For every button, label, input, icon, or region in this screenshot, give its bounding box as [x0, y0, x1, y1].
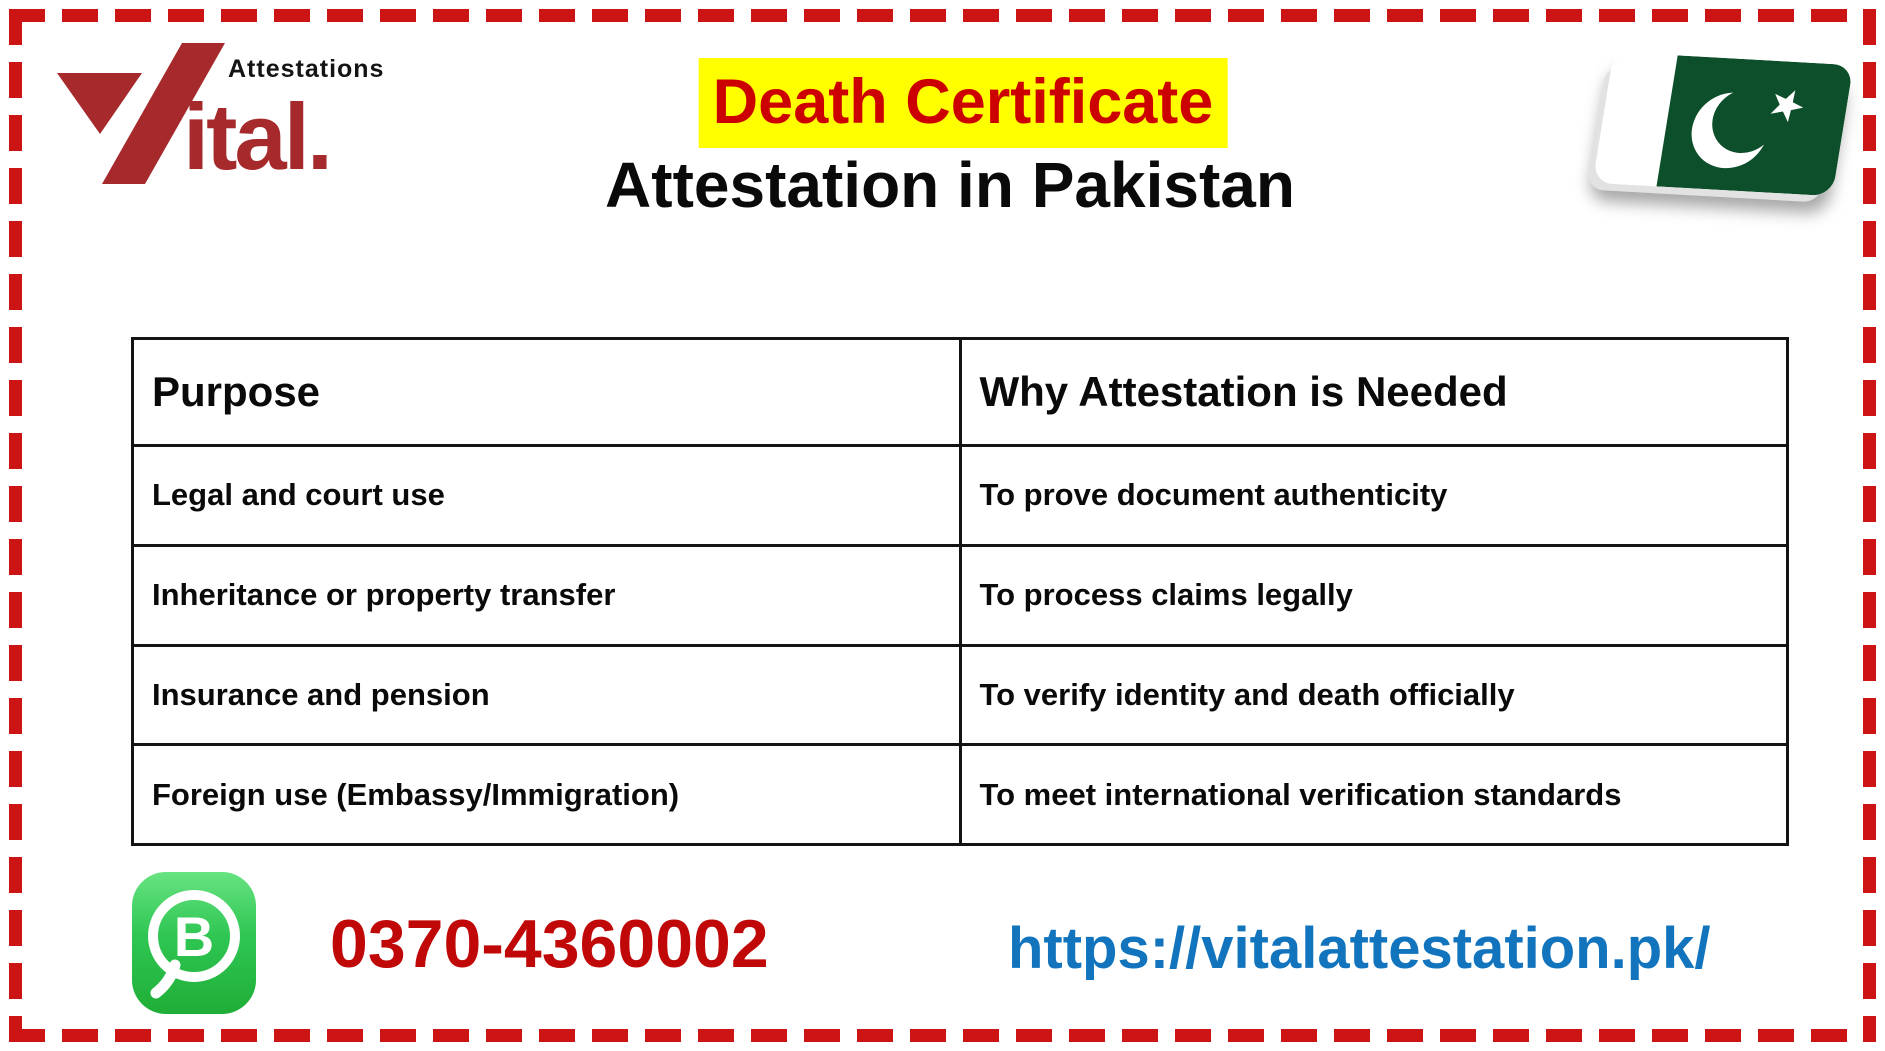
page-subtitle: Attestation in Pakistan	[605, 149, 1295, 221]
pakistan-flag-icon	[1593, 52, 1854, 196]
dashed-border-bottom	[9, 1029, 1876, 1042]
purpose-cell: Legal and court use	[133, 446, 961, 546]
attestation-purpose-table	[131, 337, 1789, 846]
table-row	[133, 446, 1788, 546]
website-link[interactable]: https://vitalattestation.pk/	[1008, 916, 1711, 981]
table-header-row	[133, 339, 1788, 446]
reason-cell: To meet international verification standards	[960, 745, 1788, 845]
logo-tagline: Attestations	[228, 55, 385, 83]
reason-cell: To verify identity and death officially	[960, 645, 1788, 745]
whatsapp-business-icon[interactable]	[132, 872, 256, 1014]
reason-cell: To process claims legally	[960, 545, 1788, 645]
phone-number: 0370-4360002	[330, 906, 769, 982]
table-row	[133, 545, 1788, 645]
page-title: Death Certificate	[699, 58, 1228, 148]
reason-cell: To prove document authenticity	[960, 446, 1788, 546]
dashed-border-left	[9, 9, 22, 1042]
column-header-purpose: Purpose	[133, 339, 961, 446]
dashed-border-top	[9, 9, 1876, 22]
purpose-cell: Inheritance or property transfer	[133, 545, 961, 645]
purpose-cell: Insurance and pension	[133, 645, 961, 745]
column-header-why-needed: Why Attestation is Needed	[960, 339, 1788, 446]
purpose-cell: Foreign use (Embassy/Immigration)	[133, 745, 961, 845]
dashed-border-right	[1863, 9, 1876, 1042]
table-row	[133, 645, 1788, 745]
logo-wordmark: ital.	[183, 84, 330, 189]
whatsapp-b-badge: B	[173, 904, 215, 968]
table-row	[133, 745, 1788, 845]
